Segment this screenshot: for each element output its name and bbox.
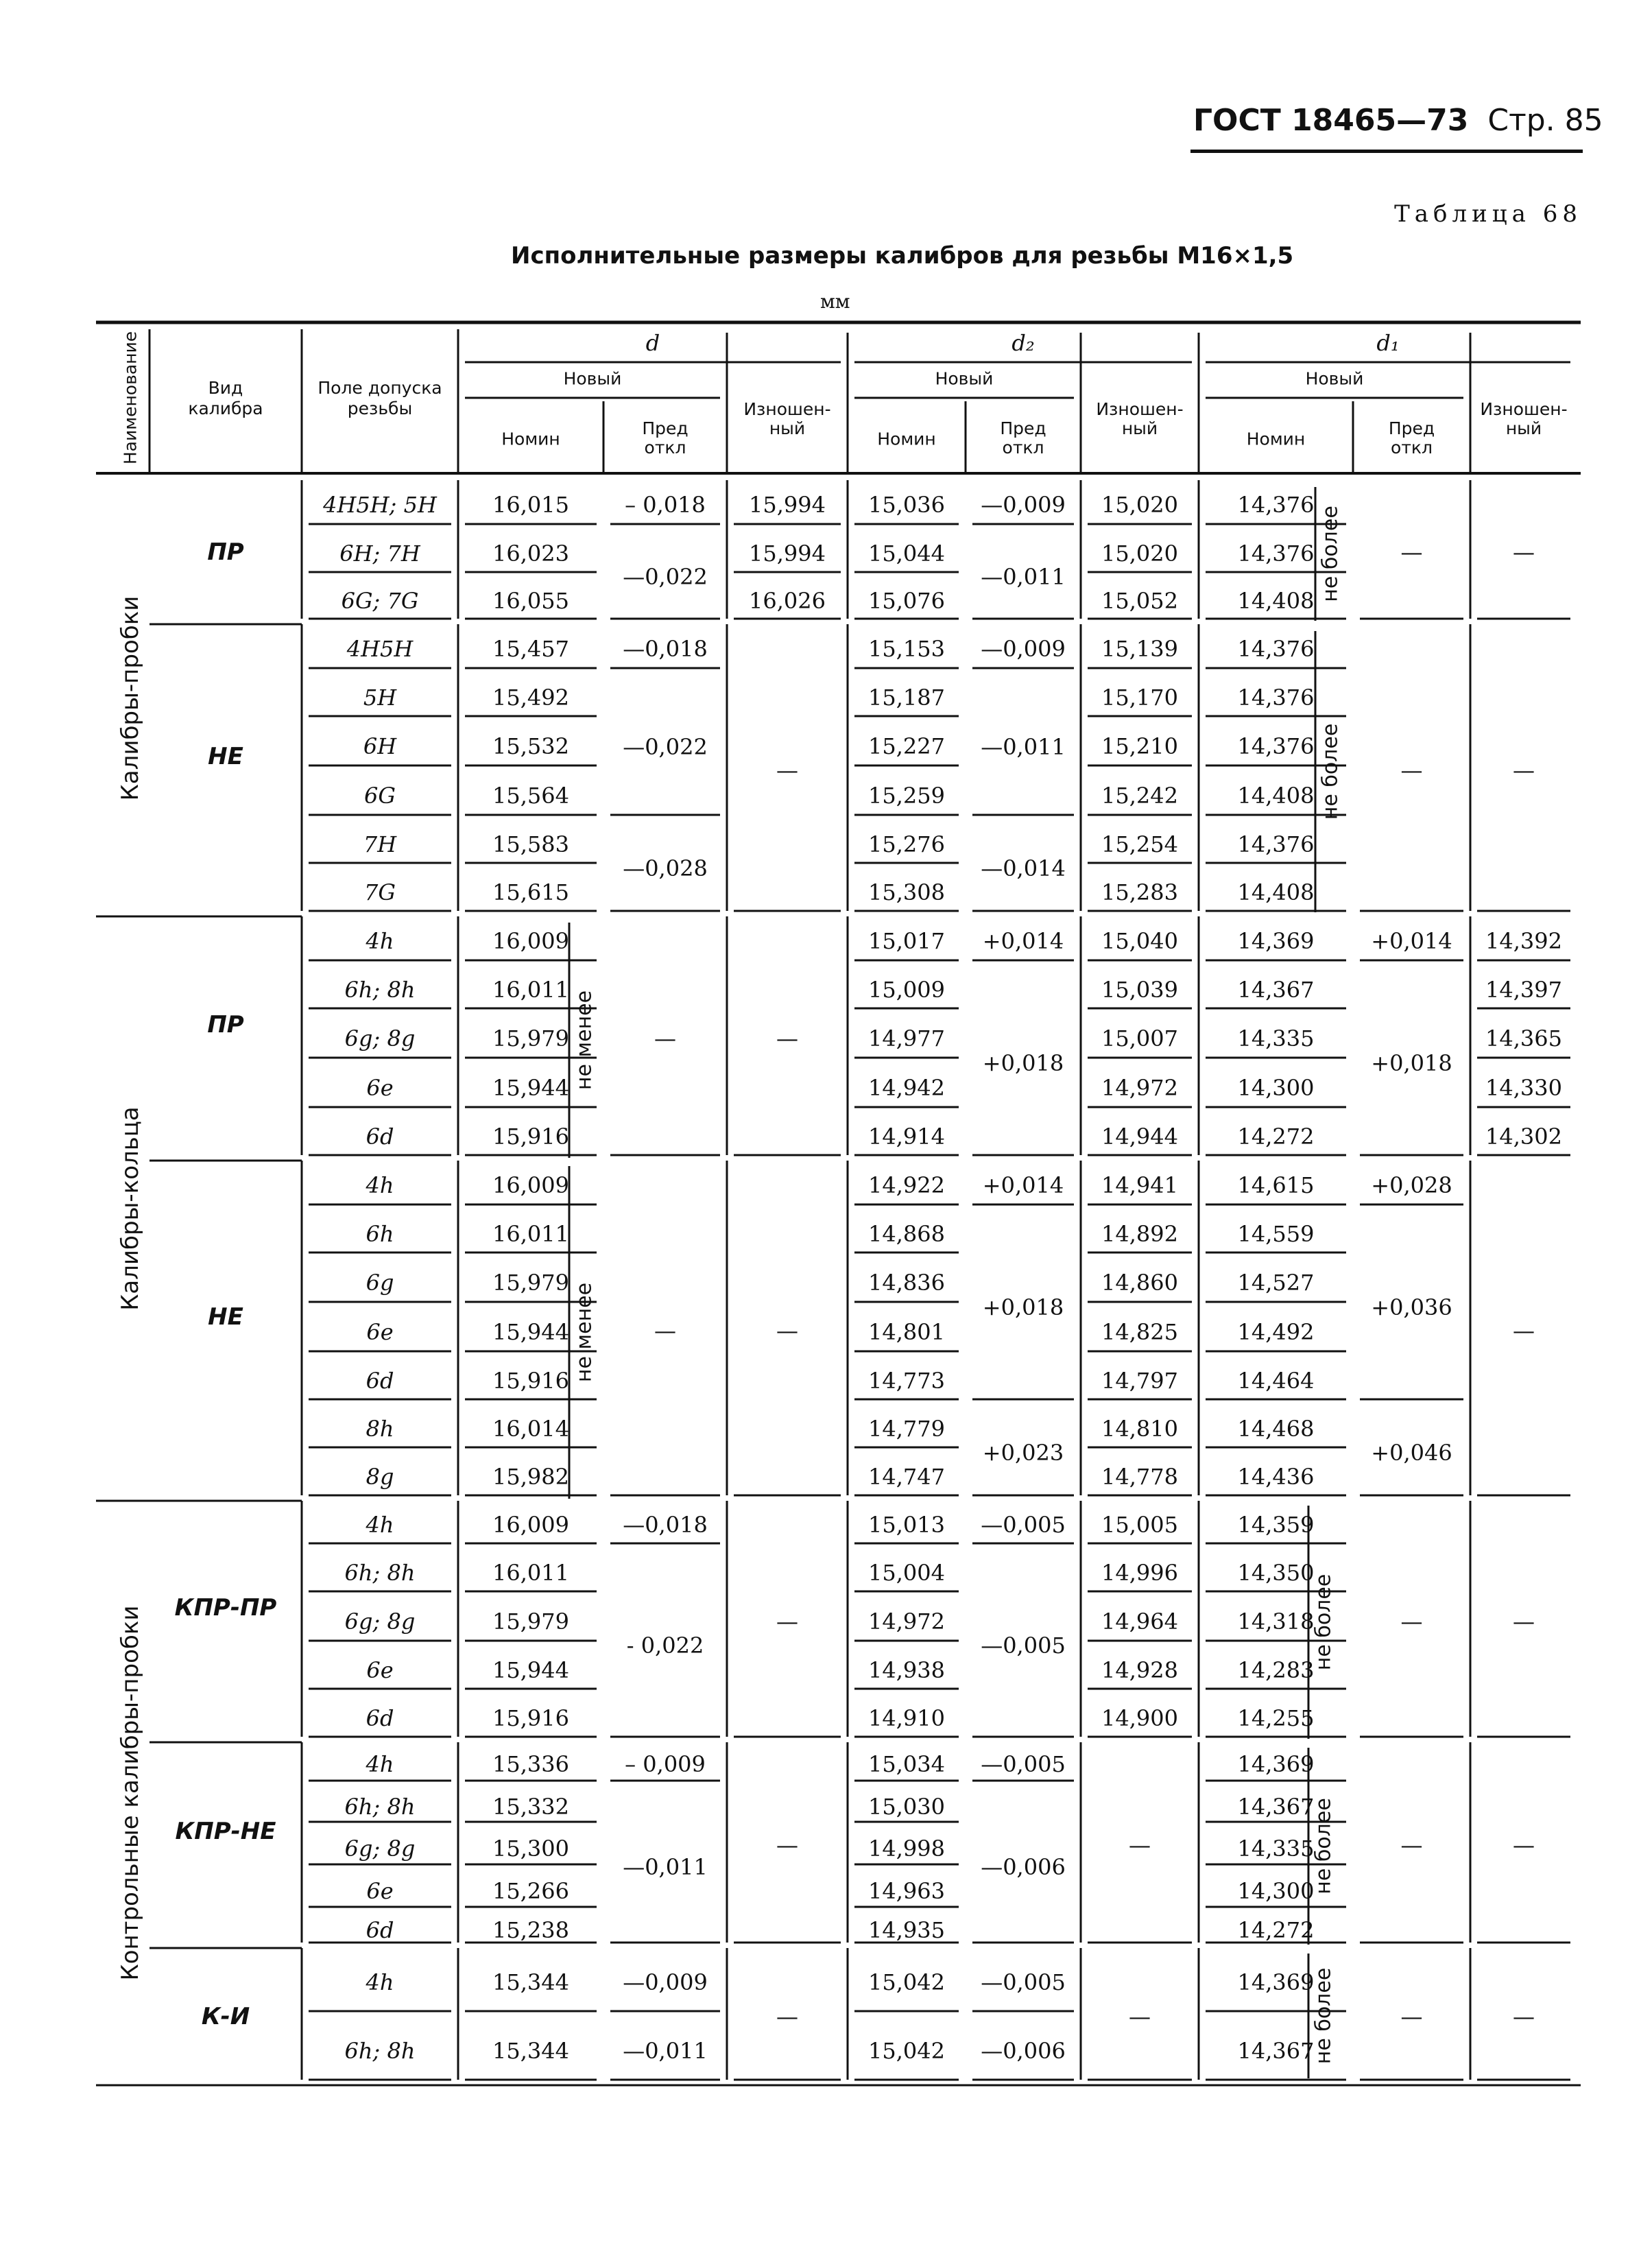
- field-cell: 6h; 8h: [344, 1794, 416, 1820]
- value-cell: 15,492: [492, 685, 569, 711]
- value-cell: 15,332: [492, 1794, 569, 1820]
- value-cell: —0,022: [623, 564, 708, 590]
- value-cell: 14,464: [1237, 1368, 1315, 1394]
- field-cell: 5H: [363, 685, 397, 711]
- value-cell: —0,011: [981, 734, 1066, 760]
- value-cell: 15,583: [492, 831, 569, 857]
- value-cell: 16,014: [492, 1416, 569, 1442]
- column-kind-header: Вид калибра: [188, 377, 263, 418]
- no-more-note: не более: [1318, 506, 1343, 602]
- value-cell: —: [776, 1318, 798, 1344]
- value-cell: 15,979: [492, 1608, 569, 1635]
- value-cell: 15,344: [492, 1969, 569, 1995]
- worn-subheader-0: Изношен-ный: [743, 399, 831, 438]
- value-cell: 16,026: [749, 588, 826, 614]
- value-cell: 15,994: [749, 541, 826, 567]
- field-cell: 4H5H; 5H: [323, 492, 437, 518]
- value-cell: 15,944: [492, 1657, 569, 1683]
- value-cell: 14,615: [1237, 1172, 1315, 1198]
- column-name-header: Наименование: [120, 331, 141, 465]
- no-more-note: не более: [1311, 1574, 1336, 1671]
- value-cell: 14,914: [868, 1124, 945, 1150]
- value-cell: 15,615: [492, 879, 569, 905]
- value-cell: 15,276: [868, 831, 945, 857]
- value-cell: 14,397: [1485, 977, 1562, 1003]
- value-cell: 14,938: [868, 1657, 945, 1683]
- value-cell: +0,014: [982, 1172, 1064, 1198]
- value-cell: 15,007: [1101, 1025, 1178, 1052]
- value-cell: 14,900: [1101, 1705, 1178, 1731]
- value-cell: 15,004: [868, 1560, 945, 1586]
- value-cell: —0,005: [981, 1969, 1066, 1995]
- value-cell: 14,330: [1485, 1075, 1562, 1101]
- kind-label: ПР: [207, 1011, 244, 1038]
- field-cell: 6d: [366, 1124, 394, 1150]
- field-cell: 6e: [366, 1075, 394, 1101]
- value-cell: —0,018: [623, 1512, 708, 1538]
- value-cell: —: [1400, 539, 1423, 565]
- value-cell: 15,300: [492, 1836, 569, 1862]
- value-cell: 15,564: [492, 783, 569, 809]
- value-cell: +0,018: [982, 1294, 1064, 1320]
- value-cell: 15,020: [1101, 541, 1178, 567]
- column-field-header: Поле допуска резьбы: [318, 377, 442, 418]
- table-label: Таблица 68: [1394, 200, 1582, 228]
- value-cell: 15,005: [1101, 1512, 1178, 1538]
- table-cells: [117, 330, 1568, 2064]
- value-cell: 15,044: [868, 541, 945, 567]
- field-cell: 4h: [366, 1969, 394, 1995]
- value-cell: —0,006: [981, 1854, 1066, 1880]
- value-cell: 15,227: [868, 733, 945, 759]
- value-cell: 14,773: [868, 1368, 945, 1394]
- kind-label: КПР-ПР: [174, 1594, 277, 1622]
- value-cell: 16,011: [492, 977, 569, 1003]
- value-cell: 15,017: [868, 928, 945, 954]
- value-cell: 14,335: [1237, 1025, 1315, 1052]
- no-less-note: не менее: [572, 990, 597, 1091]
- value-cell: 16,009: [492, 1172, 569, 1198]
- value-cell: 14,468: [1237, 1416, 1315, 1442]
- table-grid-lines: [96, 322, 1581, 2085]
- value-cell: 14,408: [1237, 588, 1315, 614]
- value-cell: 14,942: [868, 1075, 945, 1101]
- field-cell: 6d: [366, 1917, 394, 1943]
- column-d2-header: d₂: [1011, 330, 1035, 356]
- value-cell: 15,153: [868, 636, 945, 662]
- value-cell: 15,036: [868, 492, 945, 518]
- value-cell: 15,979: [492, 1270, 569, 1296]
- value-cell: 14,376: [1237, 831, 1315, 857]
- value-cell: —0,005: [981, 1751, 1066, 1777]
- value-cell: —: [776, 1832, 798, 1858]
- kind-label: К-И: [201, 2003, 250, 2030]
- value-cell: +0,036: [1371, 1294, 1452, 1320]
- new-subheader-0: Новый: [563, 368, 622, 389]
- value-cell: 14,779: [868, 1416, 945, 1442]
- value-cell: 15,238: [492, 1917, 569, 1943]
- value-cell: 14,941: [1101, 1172, 1178, 1198]
- value-cell: 15,042: [868, 1969, 945, 1995]
- value-cell: 14,892: [1101, 1221, 1178, 1247]
- value-cell: 14,944: [1101, 1124, 1178, 1150]
- value-cell: 14,335: [1237, 1836, 1315, 1862]
- value-cell: +0,023: [982, 1440, 1064, 1466]
- value-cell: —: [1400, 2004, 1423, 2030]
- column-d1-header: d₁: [1376, 330, 1400, 356]
- value-cell: 16,023: [492, 541, 569, 567]
- value-cell: 16,009: [492, 1512, 569, 1538]
- value-cell: 14,369: [1237, 1751, 1315, 1777]
- field-cell: 6g; 8g: [344, 1608, 416, 1635]
- value-cell: 14,369: [1237, 1969, 1315, 1995]
- value-cell: 14,868: [868, 1221, 945, 1247]
- value-cell: 14,825: [1101, 1319, 1178, 1345]
- field-cell: 4h: [366, 928, 394, 954]
- value-cell: 15,283: [1101, 879, 1178, 905]
- value-cell: +0,046: [1371, 1440, 1452, 1466]
- value-cell: 14,797: [1101, 1368, 1178, 1394]
- kind-label: НЕ: [208, 743, 243, 770]
- field-cell: 7G: [364, 879, 396, 905]
- value-cell: 14,350: [1237, 1560, 1315, 1586]
- value-cell: —0,005: [981, 1512, 1066, 1538]
- value-cell: 14,836: [868, 1270, 945, 1296]
- value-cell: 14,272: [1237, 1124, 1315, 1150]
- value-cell: 14,272: [1237, 1917, 1315, 1943]
- value-cell: 14,928: [1101, 1657, 1178, 1683]
- field-cell: 6g: [366, 1270, 394, 1296]
- value-cell: 15,259: [868, 783, 945, 809]
- value-cell: 15,266: [492, 1878, 569, 1904]
- value-cell: 14,801: [868, 1319, 945, 1345]
- value-cell: +0,018: [1371, 1050, 1452, 1076]
- value-cell: 15,457: [492, 636, 569, 662]
- value-cell: —: [1129, 1832, 1151, 1858]
- value-cell: 15,020: [1101, 492, 1178, 518]
- units-label: мм: [820, 290, 850, 313]
- worn-subheader-1: Изношен-ный: [1096, 399, 1184, 438]
- field-cell: 6h; 8h: [344, 1560, 416, 1586]
- table-title: Исполнительные размеры калибров для резьбы М16×1,5: [511, 242, 1294, 270]
- value-cell: —: [776, 2004, 798, 2030]
- new-subheader-2: Новый: [1305, 368, 1364, 389]
- value-cell: 14,996: [1101, 1560, 1178, 1586]
- value-cell: —0,006: [981, 2038, 1066, 2064]
- value-cell: —0,022: [623, 734, 708, 760]
- no-less-note: не менее: [572, 1282, 597, 1383]
- value-cell: 16,009: [492, 928, 569, 954]
- value-cell: 16,011: [492, 1560, 569, 1586]
- value-cell: 14,367: [1237, 2038, 1315, 2064]
- value-cell: —0,011: [623, 2038, 708, 2064]
- value-cell: 14,376: [1237, 541, 1315, 567]
- value-cell: 16,015: [492, 492, 569, 518]
- value-cell: 15,040: [1101, 928, 1178, 954]
- value-cell: 14,367: [1237, 977, 1315, 1003]
- value-cell: 15,254: [1101, 831, 1178, 857]
- value-cell: 14,359: [1237, 1512, 1315, 1538]
- value-cell: – 0,009: [625, 1751, 706, 1777]
- kind-label: КПР-НЕ: [175, 1818, 276, 1845]
- value-cell: +0,018: [982, 1050, 1064, 1076]
- value-cell: 15,916: [492, 1705, 569, 1731]
- field-cell: 6e: [366, 1878, 394, 1904]
- field-cell: 7H: [363, 831, 397, 857]
- value-cell: 15,944: [492, 1075, 569, 1101]
- value-cell: —: [1129, 2004, 1151, 2030]
- value-cell: 16,011: [492, 1221, 569, 1247]
- value-cell: 15,916: [492, 1124, 569, 1150]
- value-cell: 14,910: [868, 1705, 945, 1731]
- field-cell: 6e: [366, 1319, 394, 1345]
- field-cell: 6G; 7G: [341, 588, 419, 614]
- value-cell: 14,376: [1237, 492, 1315, 518]
- field-cell: 6d: [366, 1705, 394, 1731]
- field-cell: 6G: [364, 783, 396, 809]
- value-cell: 15,187: [868, 685, 945, 711]
- value-cell: —0,009: [981, 636, 1066, 662]
- value-cell: – 0,018: [625, 492, 706, 518]
- value-cell: 15,916: [492, 1368, 569, 1394]
- value-cell: 14,300: [1237, 1075, 1315, 1101]
- value-cell: 14,527: [1237, 1270, 1315, 1296]
- no-more-note: не более: [1311, 1798, 1336, 1895]
- page-number: Стр. 85: [1487, 103, 1603, 138]
- value-cell: 15,139: [1101, 636, 1178, 662]
- value-cell: 14,367: [1237, 1794, 1315, 1820]
- no-more-note: не более: [1318, 723, 1343, 820]
- value-cell: —: [1400, 757, 1423, 783]
- value-cell: —0,009: [981, 492, 1066, 518]
- field-cell: 8h: [366, 1416, 394, 1442]
- value-cell: 15,009: [868, 977, 945, 1003]
- value-cell: 14,376: [1237, 733, 1315, 759]
- value-cell: 14,972: [1101, 1075, 1178, 1101]
- value-cell: 14,778: [1101, 1464, 1178, 1490]
- value-cell: 14,998: [868, 1836, 945, 1862]
- no-more-note: не более: [1311, 1967, 1336, 2065]
- value-cell: 15,034: [868, 1751, 945, 1777]
- value-cell: —: [1513, 1608, 1535, 1635]
- value-cell: 15,210: [1101, 733, 1178, 759]
- value-cell: 15,944: [492, 1319, 569, 1345]
- field-cell: 6g; 8g: [344, 1025, 416, 1052]
- nominal-subheader-2: Номин: [1246, 429, 1306, 449]
- value-cell: 14,922: [868, 1172, 945, 1198]
- value-cell: —: [1513, 757, 1535, 783]
- value-cell: 14,283: [1237, 1657, 1315, 1683]
- value-cell: 14,559: [1237, 1221, 1315, 1247]
- nominal-subheader-1: Номин: [877, 429, 936, 449]
- value-cell: —0,018: [623, 636, 708, 662]
- value-cell: 14,369: [1237, 928, 1315, 954]
- field-cell: 6d: [366, 1368, 394, 1394]
- value-cell: 14,972: [868, 1608, 945, 1635]
- value-cell: —: [654, 1025, 676, 1052]
- value-cell: 14,747: [868, 1464, 945, 1490]
- field-cell: 4h: [366, 1172, 394, 1198]
- worn-subheader-2: Изношен-ный: [1480, 399, 1568, 438]
- value-cell: —0,011: [981, 564, 1066, 590]
- value-cell: 15,013: [868, 1512, 945, 1538]
- deviation-subheader-1: Пред откл: [1000, 418, 1046, 458]
- value-cell: 15,170: [1101, 685, 1178, 711]
- field-cell: 6h; 8h: [344, 977, 416, 1003]
- field-cell: 4h: [366, 1512, 394, 1538]
- field-cell: 6h: [366, 1221, 394, 1247]
- value-cell: 15,994: [749, 492, 826, 518]
- value-cell: 14,318: [1237, 1608, 1315, 1635]
- value-cell: 14,376: [1237, 685, 1315, 711]
- field-cell: 6H: [363, 733, 397, 759]
- column-d-header: d: [645, 330, 660, 356]
- value-cell: —: [776, 1608, 798, 1635]
- deviation-subheader-0: Пред откл: [642, 418, 689, 458]
- value-cell: —: [776, 757, 798, 783]
- value-cell: —: [1513, 539, 1535, 565]
- value-cell: 15,030: [868, 1794, 945, 1820]
- value-cell: 15,982: [492, 1464, 569, 1490]
- value-cell: +0,028: [1371, 1172, 1452, 1198]
- value-cell: —: [1513, 1318, 1535, 1344]
- value-cell: 14,302: [1485, 1124, 1562, 1150]
- value-cell: 14,365: [1485, 1025, 1562, 1052]
- value-cell: 15,336: [492, 1751, 569, 1777]
- nominal-subheader-0: Номин: [501, 429, 560, 449]
- value-cell: —: [1513, 1832, 1535, 1858]
- value-cell: —: [1513, 2004, 1535, 2030]
- field-cell: 6g; 8g: [344, 1836, 416, 1862]
- value-cell: 14,963: [868, 1878, 945, 1904]
- value-cell: 14,935: [868, 1917, 945, 1943]
- value-cell: 14,860: [1101, 1270, 1178, 1296]
- value-cell: 15,344: [492, 2038, 569, 2064]
- group-label-0: Калибры-пробки: [117, 595, 144, 801]
- value-cell: 15,532: [492, 733, 569, 759]
- value-cell: 14,300: [1237, 1878, 1315, 1904]
- value-cell: - 0,022: [626, 1632, 704, 1659]
- value-cell: —: [1400, 1832, 1423, 1858]
- value-cell: 14,977: [868, 1025, 945, 1052]
- value-cell: —: [1400, 1608, 1423, 1635]
- group-label-2: Контрольные калибры-пробки: [117, 1605, 144, 1981]
- value-cell: 14,492: [1237, 1319, 1315, 1345]
- value-cell: —0,005: [981, 1632, 1066, 1659]
- field-cell: 4h: [366, 1751, 394, 1777]
- value-cell: +0,014: [982, 928, 1064, 954]
- field-cell: 8g: [366, 1464, 394, 1490]
- kind-label: ПР: [207, 538, 244, 566]
- value-cell: 14,408: [1237, 879, 1315, 905]
- value-cell: 15,039: [1101, 977, 1178, 1003]
- field-cell: 6h; 8h: [344, 2038, 416, 2064]
- value-cell: 14,810: [1101, 1416, 1178, 1442]
- value-cell: 15,076: [868, 588, 945, 614]
- value-cell: 16,055: [492, 588, 569, 614]
- value-cell: 15,979: [492, 1025, 569, 1052]
- value-cell: 14,255: [1237, 1705, 1315, 1731]
- value-cell: —: [776, 1025, 798, 1052]
- field-cell: 6H; 7H: [339, 541, 420, 567]
- value-cell: —0,009: [623, 1969, 708, 1995]
- value-cell: 14,392: [1485, 928, 1562, 954]
- value-cell: 15,308: [868, 879, 945, 905]
- new-subheader-1: Новый: [935, 368, 994, 389]
- value-cell: —0,014: [981, 855, 1066, 881]
- field-cell: 6e: [366, 1657, 394, 1683]
- value-cell: 15,042: [868, 2038, 945, 2064]
- deviation-subheader-2: Пред откл: [1388, 418, 1435, 458]
- value-cell: 14,408: [1237, 783, 1315, 809]
- value-cell: 15,052: [1101, 588, 1178, 614]
- value-cell: 14,436: [1237, 1464, 1315, 1490]
- value-cell: +0,014: [1371, 928, 1452, 954]
- value-cell: 14,964: [1101, 1608, 1178, 1635]
- value-cell: —: [654, 1318, 676, 1344]
- value-cell: —0,011: [623, 1854, 708, 1880]
- field-cell: 4H5H: [346, 636, 414, 662]
- gost-number: ГОСТ 18465—73: [1193, 103, 1469, 138]
- value-cell: 15,242: [1101, 783, 1178, 809]
- group-label-1: Калибры-кольца: [117, 1106, 144, 1311]
- value-cell: —0,028: [623, 855, 708, 881]
- kind-label: НЕ: [208, 1303, 243, 1331]
- value-cell: 14,376: [1237, 636, 1315, 662]
